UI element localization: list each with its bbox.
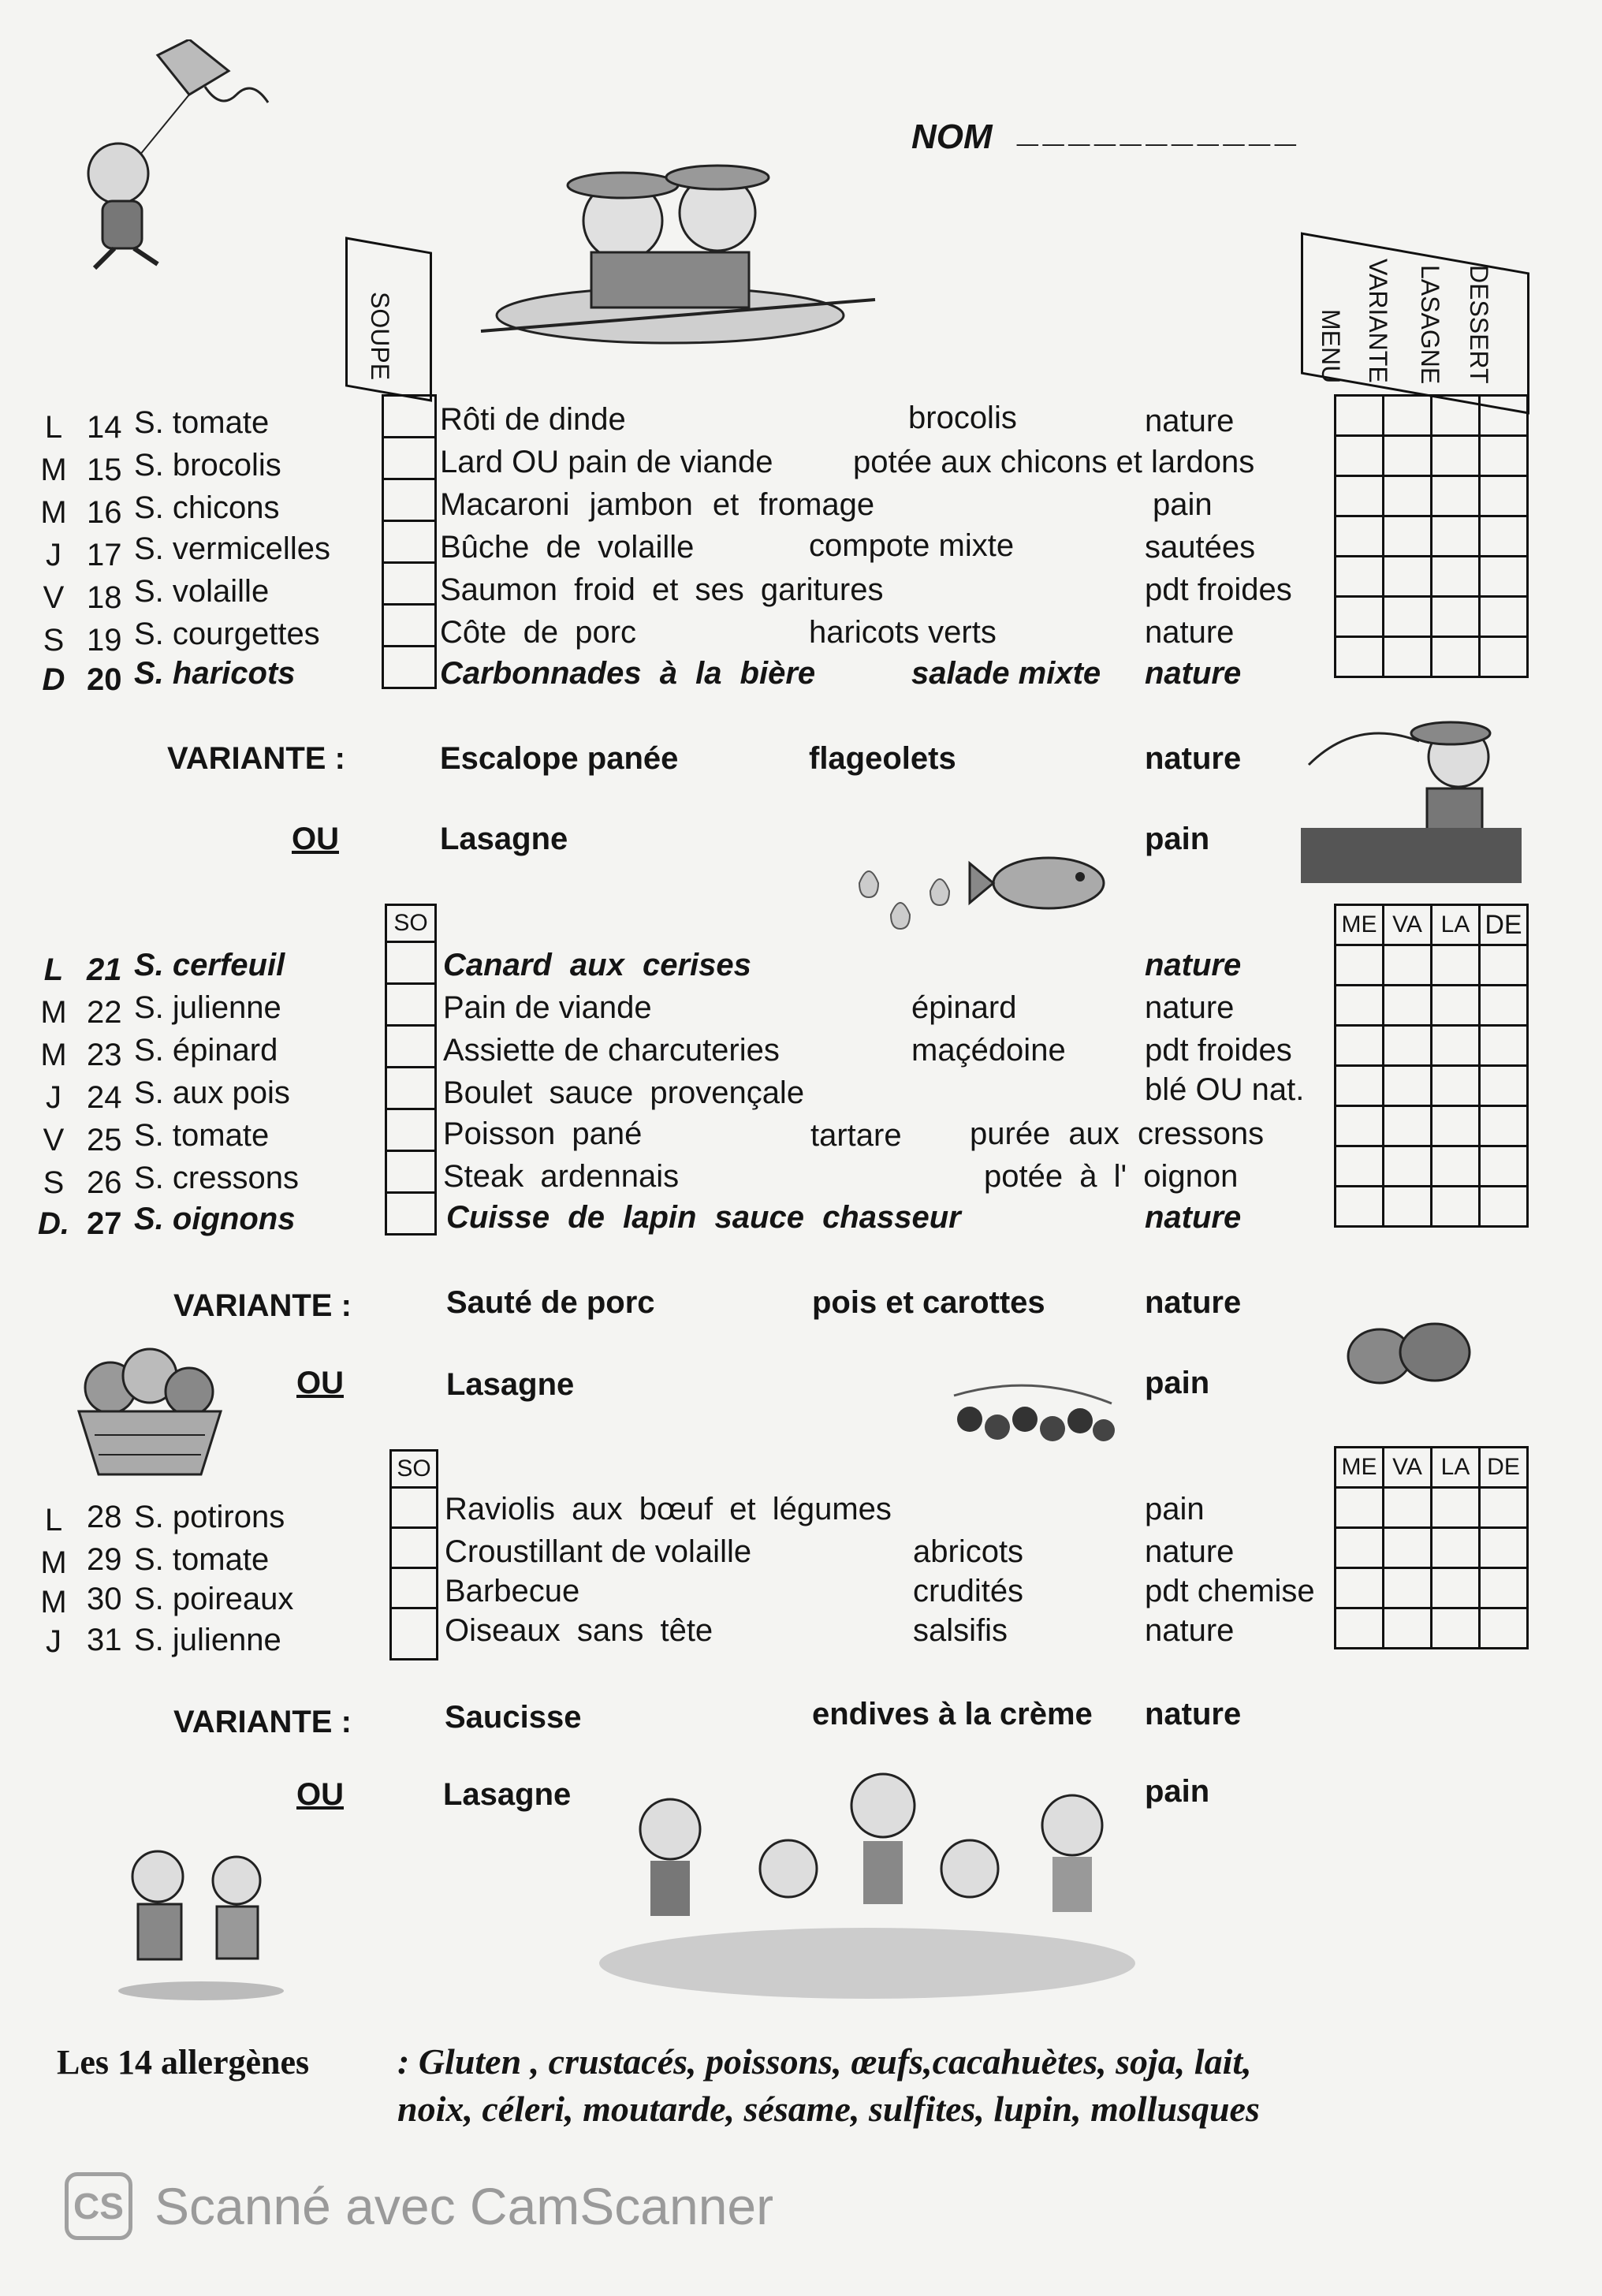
- soup-checkbox-26[interactable]: [385, 1150, 437, 1194]
- side-dish: pdt froides: [1145, 572, 1292, 607]
- day-number: 27: [87, 1206, 122, 1241]
- ou-side: pain: [1145, 1366, 1210, 1400]
- variante-label: VARIANTE :: [167, 741, 345, 776]
- soup-checkbox-24[interactable]: [385, 1066, 437, 1110]
- lasagne-header: LASAGNE: [1416, 265, 1444, 385]
- day-number: 15: [87, 453, 122, 487]
- day-letter: L: [44, 1503, 63, 1538]
- vegetable: haricots verts: [809, 615, 997, 650]
- soup-checkbox-21[interactable]: [385, 941, 437, 985]
- day-number: 19: [87, 623, 122, 658]
- day-letter: M: [40, 453, 67, 487]
- side-dish: pdt froides: [1145, 1033, 1292, 1068]
- day-letter: S: [43, 623, 65, 658]
- soup-checkbox-31[interactable]: [389, 1607, 438, 1660]
- soup-name: S. brocolis: [134, 448, 281, 483]
- soup-name: S. vermicelles: [134, 531, 330, 566]
- choice-grid-week1[interactable]: [1334, 394, 1529, 678]
- variante-side: nature: [1145, 1285, 1242, 1320]
- day-letter: V: [43, 580, 65, 615]
- day-letter: M: [40, 1545, 67, 1580]
- fish-raindrops-illustration: [844, 852, 1127, 978]
- two-kids-illustration: [110, 1837, 292, 2003]
- menu-header: MENU: [1317, 309, 1345, 384]
- main-dish: Canard aux cerises: [443, 948, 751, 982]
- day-number: 30: [87, 1582, 122, 1616]
- main-dish: Pain de viande: [443, 990, 652, 1025]
- side-dish: potée à l' oignon: [984, 1159, 1239, 1194]
- gooseberry-illustration: [1340, 1309, 1482, 1396]
- vegetable: brocolis: [908, 401, 1017, 435]
- day-letter: J: [46, 1080, 61, 1115]
- variante-main: Saucisse: [445, 1700, 582, 1735]
- day-number: 23: [87, 1038, 122, 1072]
- soup-name: S. potirons: [134, 1500, 285, 1534]
- day-letter: M: [40, 995, 67, 1030]
- soup-checkbox-23[interactable]: [385, 1024, 437, 1068]
- choice-grid-week2[interactable]: [1334, 904, 1529, 1228]
- soup-name: S. tomate: [134, 1118, 270, 1153]
- soup-header-box: [389, 1449, 438, 1489]
- soup-header: SOUPE: [366, 292, 394, 381]
- soup-name: S. julienne: [134, 990, 281, 1025]
- day-letter: J: [46, 1624, 61, 1659]
- variante-header: VA: [1384, 905, 1432, 945]
- main-dish: Assiette de charcuteries: [443, 1033, 780, 1068]
- vegetable: salade mixte: [911, 656, 1101, 691]
- menu-header: ME: [1336, 1448, 1384, 1488]
- main-dish: Croustillant de volaille: [445, 1534, 752, 1569]
- side-dish: pain: [1145, 1492, 1205, 1526]
- soup-checkbox-16[interactable]: [382, 478, 437, 522]
- camscanner-watermark: [65, 2172, 773, 2240]
- soup-checkbox-14[interactable]: [382, 394, 437, 438]
- variante-label: VARIANTE :: [173, 1288, 352, 1323]
- ou-label: OU: [296, 1777, 344, 1812]
- main-dish: Poisson pané: [443, 1116, 643, 1151]
- side-dish: nature: [1145, 1200, 1242, 1235]
- camscanner-text: Scanné avec CamScanner: [155, 2177, 774, 2235]
- soup-header: SO: [397, 1456, 431, 1482]
- main-dish: Oiseaux sans tête: [445, 1613, 713, 1648]
- allergens-list-line2: noix, céleri, moutarde, sésame, sulfites, lupin, mollusques: [397, 2089, 1260, 2129]
- ou-label: OU: [292, 822, 339, 856]
- main-dish: Rôti de dinde: [440, 402, 626, 437]
- vegetable: salsifis: [913, 1613, 1008, 1648]
- side-dish: pain: [1153, 487, 1213, 522]
- fruit-basket-illustration: [63, 1340, 237, 1490]
- ou-side: pain: [1145, 822, 1210, 856]
- name-blank-line[interactable]: ___________: [1017, 108, 1301, 150]
- main-dish: Saumon froid et ses garitures: [440, 572, 884, 607]
- day-letter: J: [46, 538, 61, 572]
- dessert-header: DE: [1480, 905, 1528, 945]
- soup-name: S. courgettes: [134, 617, 320, 651]
- side-dish: blé OU nat.: [1145, 1072, 1305, 1107]
- side-dish: nature: [1145, 656, 1242, 691]
- main-dish: Bûche de volaille: [440, 530, 695, 565]
- day-number: 18: [87, 580, 122, 615]
- soup-name: S. tomate: [134, 405, 270, 440]
- variante-main: Sauté de porc: [446, 1285, 655, 1320]
- soup-checkbox-25[interactable]: [385, 1108, 437, 1152]
- side-dish: nature: [1145, 990, 1235, 1025]
- name-label: NOM: [911, 117, 993, 156]
- day-letter: M: [40, 1038, 67, 1072]
- side-dish: nature: [1145, 1613, 1235, 1648]
- side-dish: nature: [1145, 615, 1235, 650]
- blackcurrant-illustration: [938, 1372, 1127, 1467]
- beach-kids-illustration: [591, 1766, 1143, 2003]
- allergens-label: Les 14 allergènes: [57, 2043, 310, 2082]
- main-dish: Barbecue: [445, 1574, 580, 1608]
- soup-checkbox-18[interactable]: [382, 561, 437, 606]
- variante-header: VA: [1384, 1448, 1432, 1488]
- day-letter: V: [43, 1123, 65, 1157]
- vegetable: abricots: [913, 1534, 1024, 1569]
- vegetable: crudités: [913, 1574, 1024, 1608]
- ou-side: pain: [1145, 1774, 1210, 1809]
- day-number: 21: [87, 952, 122, 987]
- day-number: 29: [87, 1542, 122, 1577]
- variante-header: VARIANTE: [1364, 259, 1392, 383]
- soup-name: S. tomate: [134, 1542, 270, 1577]
- allergens-list-line1: : Gluten , crustacés, poissons, œufs,cacahuètes, soja, lait,: [397, 2041, 1252, 2082]
- soup-header-box: [385, 904, 437, 943]
- day-letter: L: [43, 952, 64, 987]
- main-dish: Boulet sauce provençale: [443, 1075, 805, 1110]
- variante-label: VARIANTE :: [173, 1705, 352, 1739]
- variante-veg: endives à la crème: [812, 1697, 1093, 1731]
- day-letter: S: [43, 1165, 65, 1200]
- soup-name: S. poireaux: [134, 1582, 294, 1616]
- day-number: 31: [87, 1623, 122, 1657]
- day-letter: L: [44, 410, 63, 445]
- dessert-header: DE: [1480, 1448, 1528, 1488]
- soup-checkbox-20[interactable]: [382, 645, 437, 689]
- day-letter: M: [40, 495, 67, 530]
- kite-boy-illustration: [71, 39, 292, 276]
- main-dish: Lard OU pain de viande: [440, 445, 773, 479]
- soup-name: S. épinard: [134, 1033, 278, 1068]
- variante-main: Escalope panée: [440, 741, 679, 776]
- soup-name: S. cerfeuil: [134, 948, 285, 982]
- lasagne-header: LA: [1432, 905, 1480, 945]
- ou-label: OU: [296, 1366, 344, 1400]
- variante-side: nature: [1145, 741, 1242, 776]
- side-dish: sautées: [1145, 530, 1256, 565]
- vegetable: compote mixte: [809, 528, 1015, 563]
- day-number: 14: [87, 410, 122, 445]
- soup-name: S. volaille: [134, 574, 270, 609]
- soup-checkbox-22[interactable]: [385, 982, 437, 1027]
- soup-checkbox-28[interactable]: [389, 1486, 438, 1529]
- side-dish: nature: [1145, 948, 1242, 982]
- soup-checkbox-15[interactable]: [382, 436, 437, 480]
- soup-checkbox-27[interactable]: [385, 1191, 437, 1236]
- day-number: 26: [87, 1165, 122, 1200]
- day-number: 28: [87, 1500, 122, 1534]
- main-dish: Carbonnades à la bière: [440, 656, 816, 691]
- soup-checkbox-17[interactable]: [382, 520, 437, 564]
- main-dish: Steak ardennais: [443, 1159, 680, 1194]
- vegetable: maçédoine: [911, 1033, 1066, 1068]
- ou-main: Lasagne: [446, 1367, 575, 1402]
- soup-header: SO: [393, 910, 428, 936]
- main-dish: Macaroni jambon et fromage: [440, 487, 875, 522]
- day-number: 25: [87, 1123, 122, 1157]
- soup-name: S. cressons: [134, 1161, 299, 1195]
- soup-name: S. chicons: [134, 490, 280, 525]
- soup-name: S. aux pois: [134, 1075, 290, 1110]
- side-dish: pdt chemise: [1145, 1574, 1315, 1608]
- main-dish: Cuisse de lapin sauce chasseur: [446, 1200, 961, 1235]
- side-dish: nature: [1145, 1534, 1235, 1569]
- rowing-kids-illustration: [465, 150, 891, 355]
- variante-veg: pois et carottes: [812, 1285, 1045, 1320]
- day-number: 24: [87, 1080, 122, 1115]
- ou-main: Lasagne: [440, 822, 568, 856]
- day-number: 20: [87, 662, 122, 697]
- soup-name: S. julienne: [134, 1623, 281, 1657]
- day-letter: D.: [38, 1206, 69, 1241]
- side-dish: nature: [1145, 404, 1235, 438]
- vegetable: potée aux chicons et lardons: [853, 445, 1255, 479]
- choice-grid-week3[interactable]: [1334, 1446, 1529, 1649]
- lasagne-header: LA: [1432, 1448, 1480, 1488]
- ou-main: Lasagne: [443, 1777, 572, 1812]
- soup-checkbox-19[interactable]: [382, 603, 437, 647]
- dessert-header: DESSERT: [1465, 265, 1493, 384]
- soup-name: S. oignons: [134, 1202, 296, 1236]
- day-number: 16: [87, 495, 122, 530]
- vegetable: épinard: [911, 990, 1017, 1025]
- camscanner-logo: CS: [65, 2172, 132, 2240]
- day-letter: D: [42, 662, 65, 697]
- vegetable: tartare: [810, 1118, 902, 1153]
- day-number: 22: [87, 995, 122, 1030]
- variante-side: nature: [1145, 1697, 1242, 1731]
- fishing-boy-illustration: [1293, 710, 1529, 891]
- side-dish: purée aux cressons: [970, 1116, 1265, 1151]
- soup-name: S. haricots: [134, 656, 296, 691]
- menu-header: ME: [1336, 905, 1384, 945]
- soup-checkbox-29[interactable]: [389, 1526, 438, 1569]
- soup-checkbox-30[interactable]: [389, 1567, 438, 1609]
- variante-veg: flageolets: [809, 741, 956, 776]
- main-dish: Côte de porc: [440, 615, 637, 650]
- day-letter: M: [40, 1585, 67, 1620]
- day-number: 17: [87, 538, 122, 572]
- main-dish: Raviolis aux bœuf et légumes: [445, 1492, 892, 1526]
